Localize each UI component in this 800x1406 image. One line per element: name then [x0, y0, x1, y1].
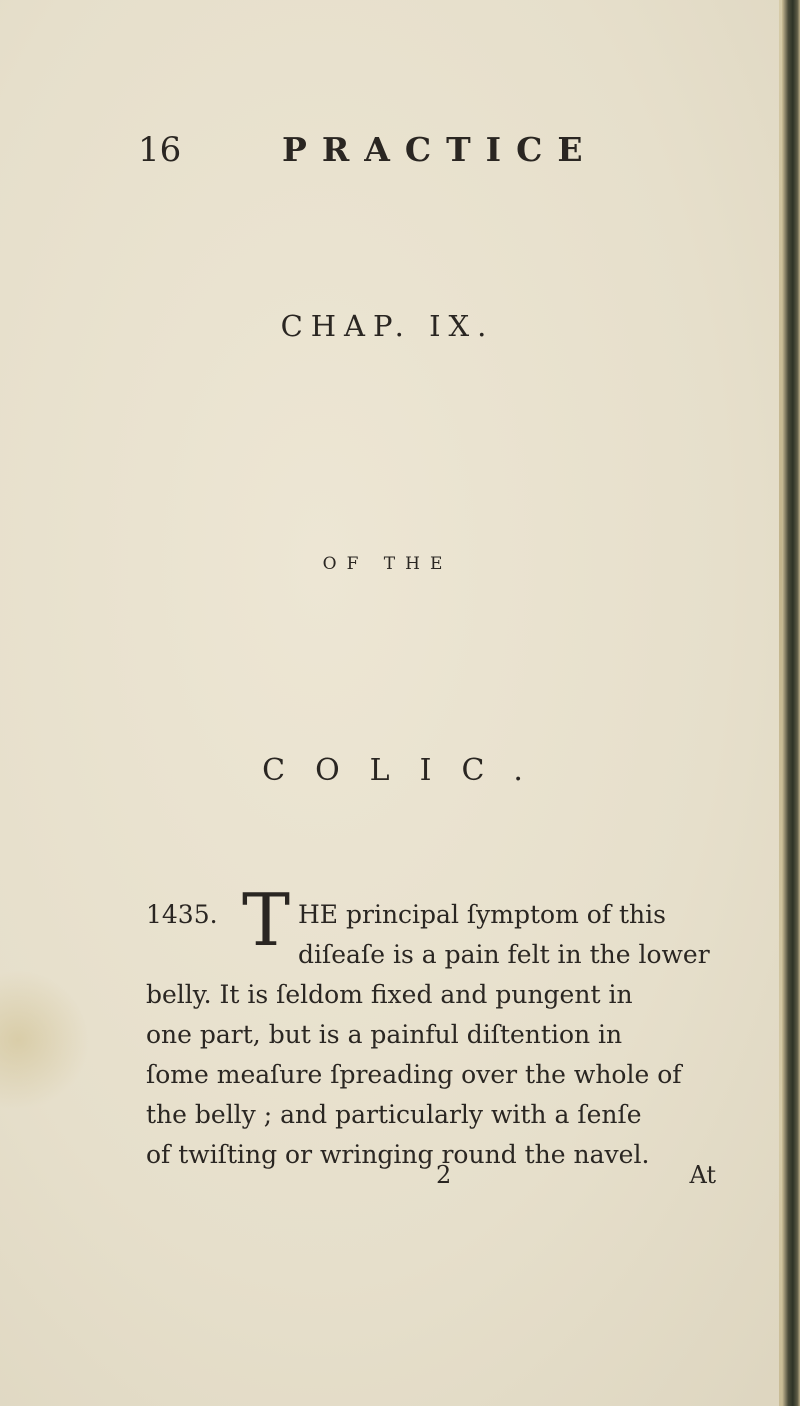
chapter-label: CHAP. IX. — [280, 309, 495, 343]
book-spine-edge — [782, 0, 800, 1406]
text-line-2: diſeaſe is a pain felt in the lower — [298, 940, 710, 969]
running-head: PRACTICE — [282, 130, 598, 169]
chapter-of-the: OF THE — [322, 554, 453, 574]
text-line-4: one part, but is a painful diſtention in — [146, 1020, 623, 1049]
paper-stain — [0, 970, 90, 1110]
text-line-7: of twiſting or wringing round the navel. — [146, 1140, 650, 1169]
catchword: At — [689, 1161, 716, 1189]
text-line-1: HE principal ſymptom of this — [298, 900, 666, 929]
paragraph-number: 1435. — [146, 900, 218, 929]
text-line-5: ſome meaſure ſpreading over the whole of — [146, 1060, 682, 1089]
page-footer — [146, 1158, 716, 1193]
text-line-6: the belly ; and particularly with a ſenſe — [146, 1100, 642, 1129]
signature-mark: 2 — [436, 1161, 452, 1189]
drop-cap: T — [242, 878, 291, 962]
text-line-3: belly. It is ſeldom fixed and pungent in — [146, 980, 633, 1009]
chapter-subject: COLIC. — [262, 753, 553, 788]
page-number: 16 — [138, 130, 182, 170]
page-header — [138, 128, 618, 172]
